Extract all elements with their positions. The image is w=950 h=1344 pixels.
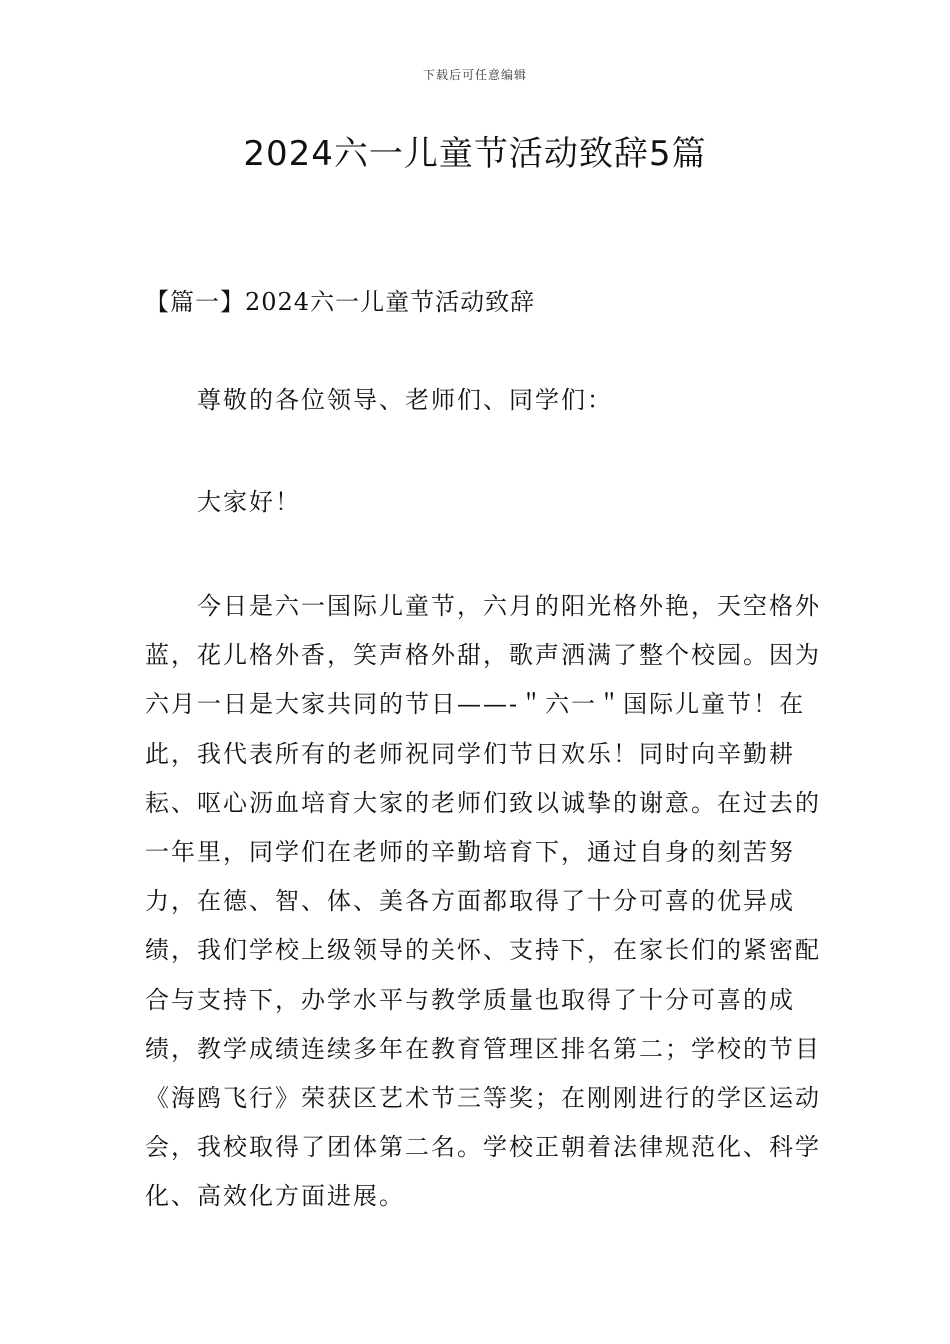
header-note: 下载后可任意编辑 <box>422 68 527 82</box>
section-heading: 【篇一】2024六一儿童节活动致辞 <box>145 288 536 316</box>
salutation-paragraph: 尊敬的各位领导、老师们、同学们： <box>197 386 613 414</box>
body-paragraph: 今日是六一国际儿童节，六月的阳光格外艳，天空格外蓝，花儿格外香，笑声格外甜，歌声洒满了整个校园。因为六月一日是大家共同的节日——-＂六一＂国际儿童节！在此，我代表所有的老师祝同学们节日欢乐！同时向辛勤耕耘、呕心沥血培育大家的老师们致以诚挚的谢意。在过去的一年里，同学们在老师的辛勤培育下，通过自身的刻苦努力，在德、智、体、美各方面都取得了十分可喜的优异成绩，我们学校上级领导的关怀、支持下，在家长们的紧密配合与支持下，办学水平与教学质量也取得了十分可喜的成绩，教学成绩连续多年在教育管理区排名第二；学校的节目《海鸥飞行》荣获区艺术节三等奖；在刚刚进行的学区运动会，我校取得了团体第二名。学校正朝着法律规范化、科学化、高效化方面进展。 <box>145 592 821 1211</box>
greeting-paragraph: 大家好！ <box>197 488 301 516</box>
document-title: 2024六一儿童节活动致辞5篇 <box>243 134 707 174</box>
